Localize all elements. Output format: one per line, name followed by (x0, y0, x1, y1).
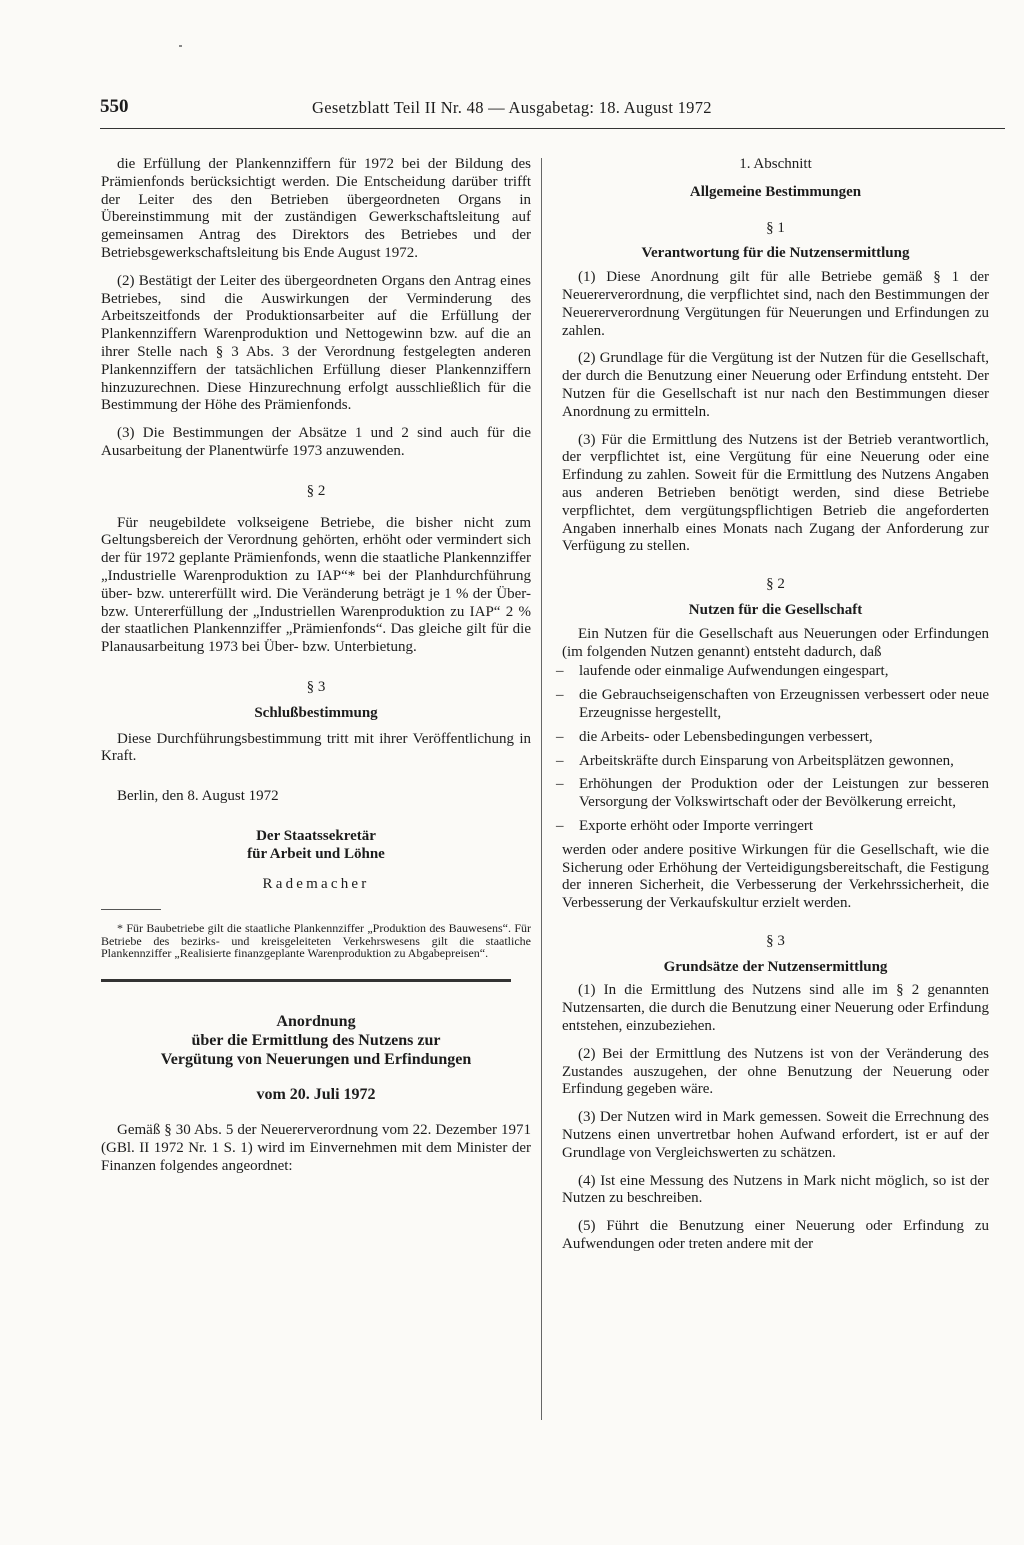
decree-date: vom 20. Juli 1972 (256, 1085, 376, 1103)
right-column (556, 156, 989, 1254)
chapter-title: Allgemeine Bestimmungen (689, 183, 862, 200)
paragraph: die Erfüllung der Plankennziffern für 1972 bei der Bildung des Prämienfonds berücksichtigt werden. Die Entscheidung darüber trifft der Leiter des den Betrieben übergeordneten Organs in Übereinstimmung mit der zuständigen Gewerkschaftsleitung auf gemeinsamen Antrag des Direktors des Betriebes und der Betriebsgewerkschaftsleitung bis Ende August 1972. (101, 156, 531, 261)
paragraph: werden oder andere positive Wirkungen für die Gesellschaft, wie die Sicherung oder Erhöhung der Verteidigungsbereitschaft, die Festigung der inneren Sicherheit, die Verbesserung der Verkehrssicherheit, die Verbesserung der Verkaufskultur erzielt werden. (562, 841, 989, 912)
section-title: Schlußbestimmung (254, 704, 378, 721)
paragraph: Für neugebildete volkseigene Betriebe, die bisher nicht zum Geltungsbereich der Verordnung gehörten, erhöht oder vermindert sich der für 1972 geplante Prämienfonds, wenn die staatliche Plankennziffer „Industrielle Warenproduktion zu IAP“* bei der Planhdurchführung über- bzw. untererfüllt wird. Die Veränderung beträgt je 1 % der Über- bzw. Untererfüllung der „Industriellen Warenproduktion zu IAP“ 2 % der staatlichen Plankennziffer „Prämienfonds“. Das gleiche gilt für die Planausarbeitung 1973 bei Über- bzw. Unterbietung. (101, 514, 531, 656)
section-heading: § 3 (766, 932, 785, 949)
page-number: 550 (100, 96, 129, 117)
list-item: – Erhöhungen der Produktion oder der Leistungen zur besseren Versorgung der Volkswirtschaft oder der Bevölkerung erreicht, (556, 776, 989, 811)
paragraph: (3) Der Nutzen wird in Mark gemessen. Soweit die Errechnung des Nutzens einen unvertretbar hohen Aufwand erfordert, ist er auf der Grundlage von Vergleichswerten zu schätzen. (562, 1109, 989, 1161)
paragraph: (3) Für die Ermittlung des Nutzens ist der Betrieb verantwortlich, der verpflichtet ist, eine Vergütung für eine Neuerung oder eine Erfindung zu zahlen. Soweit für die Ermittlung des Nutzens Angaben aus anderen Betrieben benötigt werden, sind diese Betriebe verpflichtet, dem vergütungspflichtigen Betrieb die angeforderten Angaben innerhalb eines Monats nach Zugang der Anforderung zur Verfügung zu stellen. (562, 431, 989, 555)
paragraph: (3) Die Bestimmungen der Absätze 1 und 2 sind auch für die Ausarbeitung der Planentwürfe 1973 anzuwenden. (101, 425, 531, 459)
section-heading: § 3 (306, 678, 326, 695)
paragraph: (2) Bestätigt der Leiter des übergeordneten Organs den Antrag eines Betriebes, sind die Auswirkungen der Verminderung des Arbeitszeitfonds der Produktionsarbeiter auf die Erfüllung der Plankennziffern Warenproduktion und Nettogewinn bzw. auf die an ihrer Stelle nach § 3 Abs. 3 der Verordnung festgelegten anderen Plankennziffern der tatsächlichen Erfüllung dieser Plankennziffern hinzuzurechnen. Diese Hinzurechnung erfolgt ausschließlich für die Bestimmung der Höhe des Prämienfonds. (101, 272, 531, 414)
scan-speck (179, 45, 182, 47)
list-item: – Exporte erhöht oder Importe verringert (556, 817, 814, 834)
chapter-heading: 1. Abschnitt (739, 156, 812, 172)
running-title: Gesetzblatt Teil II Nr. 48 — Ausgabetag: 18. August 1972 (312, 98, 712, 117)
paragraph: (1) In die Ermittlung des Nutzens sind alle im § 2 genannten Nutzensarten, die durch die Benutzung einer Neuerung oder Erfindung entstehen, einzubeziehen. (562, 982, 989, 1035)
decree-title: Anordnung (276, 1012, 356, 1030)
paragraph: (2) Grundlage für die Vergütung ist der Nutzen für die Gesellschaft, der durch die Benutzung einer Neuerung oder Erfindung entsteht. Der Nutzen für die Gesellschaft ist nur nach den Bestimmungen dieser Anordnung zu ermitteln. (562, 350, 989, 420)
left-column (101, 156, 531, 1175)
section-heading: § 2 (306, 482, 326, 499)
paragraph: (4) Ist eine Messung des Nutzens in Mark nicht möglich, so ist der Nutzen zu beschreiben. (562, 1172, 989, 1207)
paragraph: Diese Durchführungsbestimmung tritt mit ihrer Veröffentlichung in Kraft. (101, 730, 531, 765)
footnote-rule (101, 909, 161, 910)
section-title: Nutzen für die Gesellschaft (688, 601, 863, 618)
decree-title: über die Ermittlung des Nutzens zur (191, 1031, 441, 1049)
signatory-title: Der Staatssekretär (256, 827, 376, 844)
preamble: Gemäß § 30 Abs. 5 der Neuererverordnung vom 22. Dezember 1971 (GBl. II 1972 Nr. 1 S. 1) wird im Einvernehmen mit dem Minister der Finanzen folgendes angeordnet: (101, 1121, 531, 1174)
column-divider (541, 158, 542, 1420)
paragraph: (2) Bei der Ermittlung des Nutzens ist von der Veränderung des Zustandes auszugehen, der ohne Benutzung der Neuerung oder Erfindung gegeben wäre. (562, 1045, 989, 1098)
list-item: – die Gebrauchseigenschaften von Erzeugnissen verbessert oder neue Erzeugnisse hergestellt, (556, 687, 989, 721)
list-item: – die Arbeits- oder Lebensbedingungen verbessert, (556, 728, 873, 745)
benefit-list (556, 663, 989, 835)
list-item: – Arbeitskräfte durch Einsparung von Arbeitsplätzen gewonnen, (556, 752, 954, 769)
section-heading: § 2 (766, 576, 785, 593)
signatory-title: für Arbeit und Löhne (247, 845, 385, 862)
footnote: * Für Baubetriebe gilt die staatliche Plankennziffer „Produktion des Bauwesens“. Für Betriebe des bezirks- und kreisgeleiteten Verkehrswesens gilt die staatliche Plankennziffer „Realisierte finanzgeplante Warenproduktion zu Abgabepreisen“. (101, 921, 531, 960)
section-title: Verantwortung für die Nutzensermittlung (641, 245, 910, 262)
signatory-name: Rademacher (262, 875, 370, 892)
paragraph: (1) Diese Anordnung gilt für alle Betriebe gemäß § 1 der Neuererverordnung, die verpflichtet sind, nach den Bestimmungen der Neuererverordnung Vergütungen für Neuerungen und Erfindungen zu zahlen. (562, 269, 989, 339)
page-header (100, 96, 1005, 130)
header-rule (100, 128, 1005, 129)
paragraph: (5) Führt die Benutzung einer Neuerung oder Erfindung zu Aufwendungen oder treten andere mit der (562, 1218, 989, 1253)
section-separator (101, 979, 511, 982)
decree-title: Vergütung von Neuerungen und Erfindungen (160, 1050, 472, 1068)
list-item: – laufende oder einmalige Aufwendungen eingespart, (556, 663, 889, 680)
paragraph: Ein Nutzen für die Gesellschaft aus Neuerungen oder Erfindungen (im folgenden Nutzen genannt) entsteht dadurch, daß (562, 625, 989, 660)
section-heading: § 1 (766, 219, 785, 236)
place-date: Berlin, den 8. August 1972 (117, 788, 279, 805)
section-title: Grundsätze der Nutzensermittlung (663, 958, 888, 975)
